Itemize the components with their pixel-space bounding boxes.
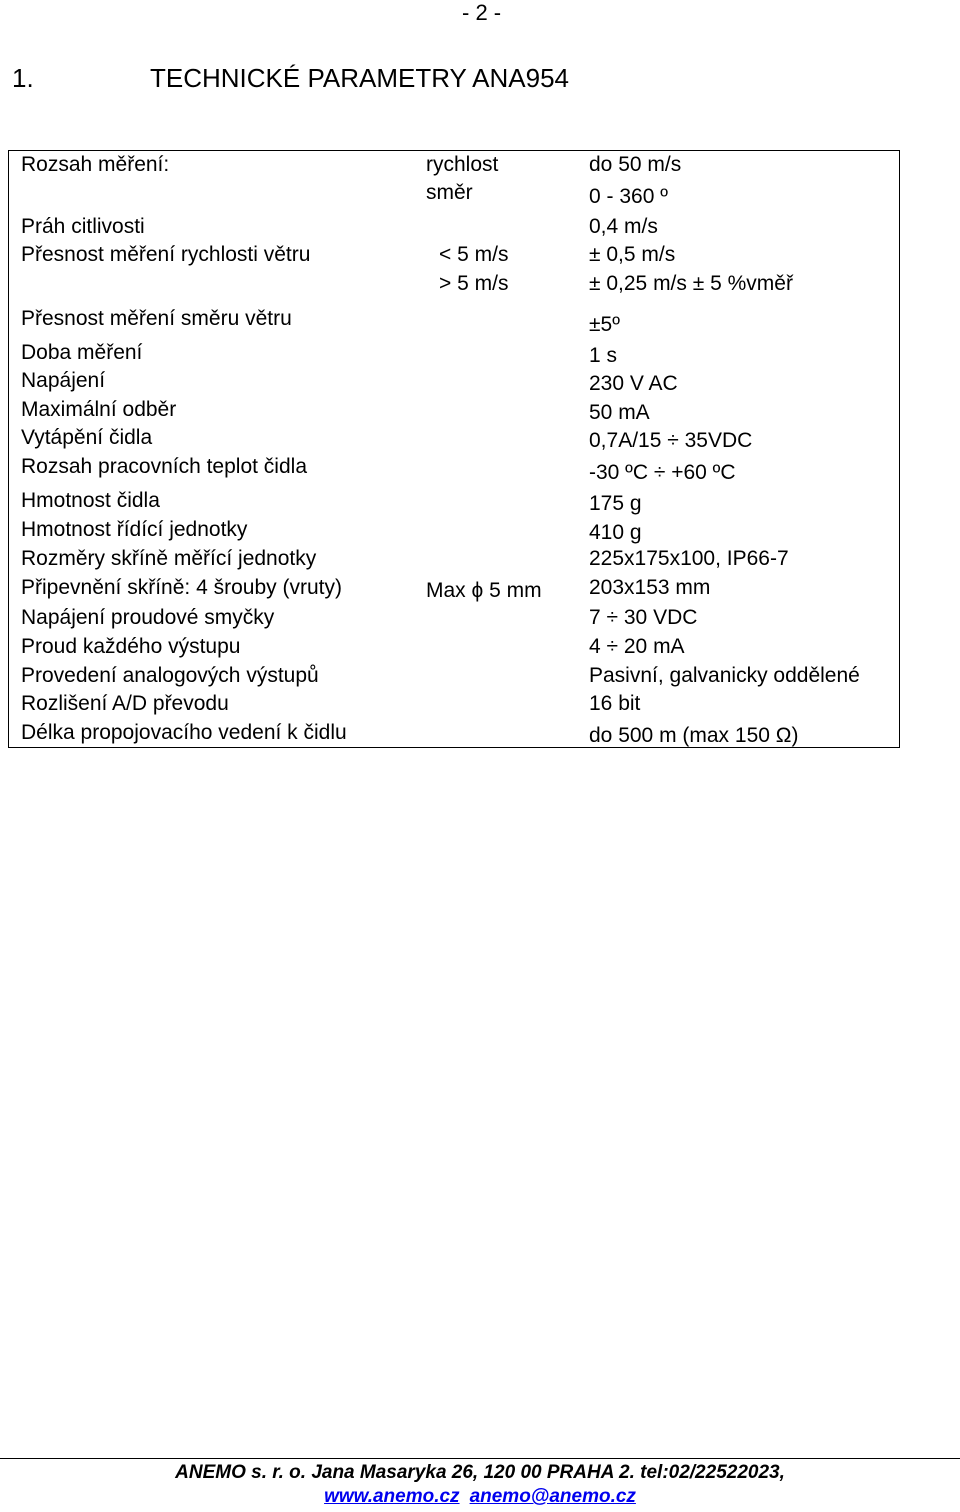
param-value: 0,7A/15 ÷ 35VDC xyxy=(589,429,753,452)
param-label: Proud každého výstupu xyxy=(21,635,241,658)
website-link[interactable]: www.anemo.cz xyxy=(324,1486,460,1507)
param-label: Napájení xyxy=(21,369,106,392)
param-value: ± 0,25 m/s ± 5 %vměř xyxy=(589,272,793,295)
param-label: Rozlišení A/D převodu xyxy=(21,692,229,715)
param-label: Přesnost měření rychlosti větru xyxy=(21,243,311,266)
param-value: ±5º xyxy=(589,313,620,336)
param-value: 7 ÷ 30 VDC xyxy=(589,606,698,629)
param-label: Práh citlivosti xyxy=(21,215,145,238)
param-condition: < 5 m/s xyxy=(439,243,509,266)
param-condition: Max ϕ 5 mm xyxy=(426,579,542,602)
param-condition: > 5 m/s xyxy=(439,272,509,295)
param-label: Přesnost měření směru větru xyxy=(21,307,292,330)
param-label: Provedení analogových výstupů xyxy=(21,664,319,687)
footer-address: ANEMO s. r. o. Jana Masaryka 26, 120 00 PRAHA 2. tel:02/22522023, xyxy=(175,1462,785,1483)
param-label: Rozsah pracovních teplot čidla xyxy=(21,455,307,478)
param-value: do 500 m (max 150 Ω) xyxy=(589,724,799,747)
param-label: Hmotnost čidla xyxy=(21,489,160,512)
param-label: Rozměry skříně měřící jednotky xyxy=(21,547,317,570)
param-value: 16 bit xyxy=(589,692,641,715)
email-link[interactable]: anemo@anemo.cz xyxy=(469,1486,636,1507)
param-value: Pasivní, galvanicky oddělené xyxy=(589,664,860,687)
param-label: Napájení proudové smyčky xyxy=(21,606,275,629)
param-condition: směr xyxy=(426,181,473,204)
param-value: ± 0,5 m/s xyxy=(589,243,676,266)
param-label: Doba měření xyxy=(21,341,143,364)
param-value: 0,4 m/s xyxy=(589,215,658,238)
section-title: TECHNICKÉ PARAMETRY ANA954 xyxy=(150,63,570,93)
param-value: 175 g xyxy=(589,492,642,515)
param-value: 225x175x100, IP66-7 xyxy=(589,547,789,570)
param-label: Délka propojovacího vedení k čidlu xyxy=(21,721,347,744)
param-value: 4 ÷ 20 mA xyxy=(589,635,685,658)
technical-parameters-table xyxy=(8,150,900,748)
section-number: 1. xyxy=(12,63,34,93)
param-value: 50 mA xyxy=(589,401,650,424)
param-value: -30 ºC ÷ +60 ºC xyxy=(589,461,736,484)
param-value: 1 s xyxy=(589,344,618,367)
param-condition: rychlost xyxy=(426,153,499,176)
footer-divider xyxy=(0,1458,960,1459)
param-label: Maximální odběr xyxy=(21,398,177,421)
param-label: Vytápění čidla xyxy=(21,426,153,449)
param-value: 0 - 360 º xyxy=(589,185,668,208)
param-label: Hmotnost řídící jednotky xyxy=(21,518,248,541)
param-value: 203x153 mm xyxy=(589,576,711,599)
page-number: - 2 - xyxy=(462,0,502,25)
section-heading xyxy=(12,62,569,94)
param-label: Připevnění skříně: 4 šrouby (vruty) xyxy=(21,576,342,599)
param-value: do 50 m/s xyxy=(589,153,682,176)
param-label: Rozsah měření: xyxy=(21,153,170,176)
param-value: 410 g xyxy=(589,521,642,544)
param-value: 230 V AC xyxy=(589,372,678,395)
footer-links xyxy=(0,1486,960,1508)
